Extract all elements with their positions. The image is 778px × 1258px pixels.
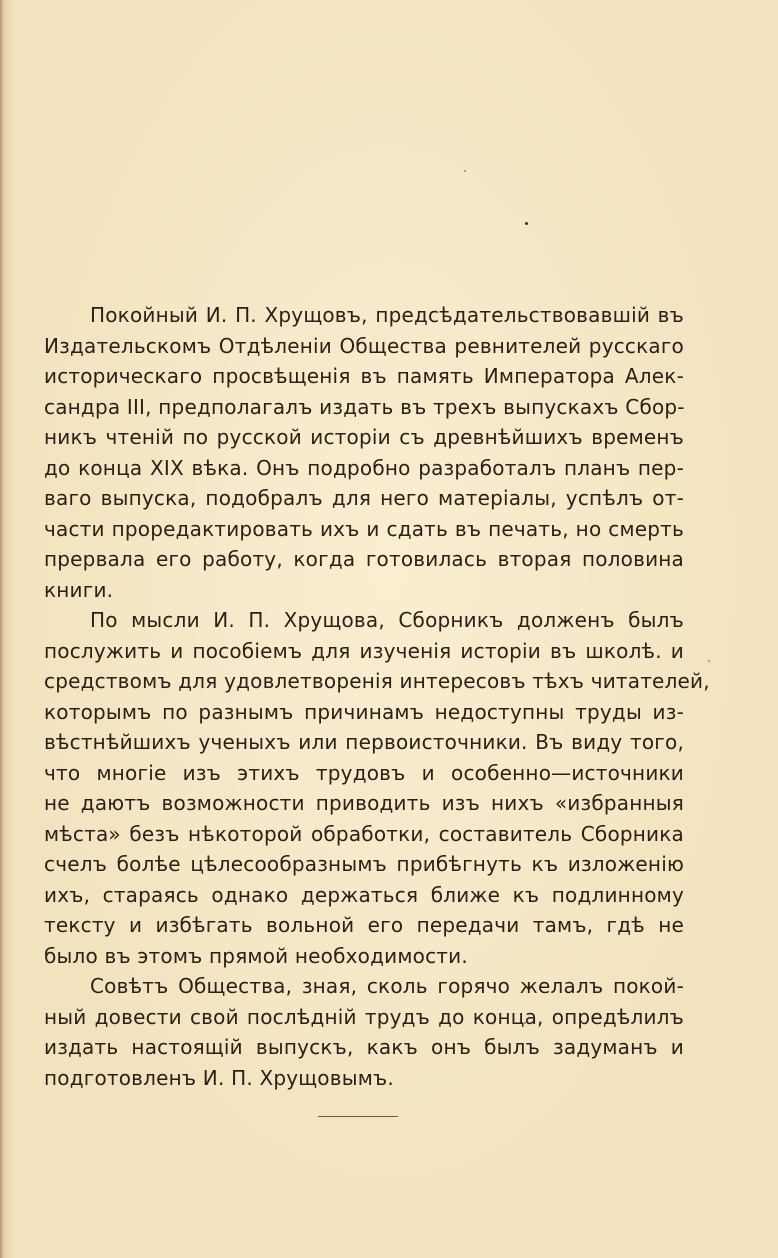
paragraph-1 — [44, 300, 684, 605]
text-line: части проредактировать ихъ и сдать въ печать, но смерть — [44, 516, 684, 541]
text-line: Совѣтъ Общества, зная, сколь горячо желалъ покой- — [90, 974, 684, 998]
ink-speck — [464, 170, 466, 172]
text-line: было въ этомъ прямой необходимости. — [44, 943, 468, 968]
text-line: тексту и избѣгать вольной его передачи тамъ, гдѣ не — [44, 913, 684, 937]
text-line: до конца XIX вѣка. Онъ подробно разработалъ планъ пер- — [44, 455, 684, 480]
text-line: книги. — [44, 577, 114, 602]
text-line: Покойный И. П. Хрущовъ, предсѣдательствовавшій въ — [90, 303, 684, 327]
text-line: средствомъ для удовлетворенія интересовъ тѣхъ читателей, — [44, 669, 710, 693]
text-line: Издательскомъ Отдѣленіи Общества ревнителей русскаго — [44, 333, 684, 358]
text-line: историческаго просвѣщенія въ память Императора Алек- — [44, 364, 684, 388]
text-line: прервала его работу, когда готовилась вторая половина — [44, 547, 684, 571]
paragraph-3 — [44, 971, 684, 1093]
closing-rule — [318, 1116, 398, 1117]
text-line: мѣста» безъ нѣкоторой обработки, составитель Сборника — [44, 821, 684, 846]
text-line: По мысли И. П. Хрущова, Сборникъ долженъ былъ — [90, 608, 684, 632]
text-line: ный довести свой послѣдній трудъ до конца, опредѣлилъ — [44, 1004, 684, 1029]
page-edge-shadow — [0, 0, 4, 1258]
text-line: послужить и пособіемъ для изученія исторіи въ школѣ. и — [44, 638, 684, 663]
text-line: подготовленъ И. П. Хрущовымъ. — [44, 1065, 394, 1090]
text-line: ихъ, стараясь однако держаться ближе къ подлинному — [44, 882, 684, 907]
text-line: вѣстнѣйшихъ ученыхъ или первоисточники. Въ виду того, — [44, 730, 684, 754]
paragraph-2 — [44, 605, 710, 971]
text-line: счелъ болѣе цѣлесообразнымъ прибѣгнуть къ изложенію — [44, 852, 684, 876]
ink-speck — [708, 660, 710, 662]
text-line: издать настоящій выпускъ, какъ онъ былъ задуманъ и — [44, 1035, 684, 1059]
text-line: не даютъ возможности приводить изъ нихъ «избранныя — [44, 791, 684, 815]
ink-speck — [525, 222, 528, 225]
body-text — [44, 300, 710, 1093]
text-line: которымъ по разнымъ причинамъ недоступны труды из- — [44, 699, 684, 724]
text-line: никъ чтеній по русской исторіи съ древнѣйшихъ временъ — [44, 425, 684, 449]
text-line: что многіе изъ этихъ трудовъ и особенно—источники — [44, 760, 684, 785]
text-line: ваго выпуска, подобралъ для него матеріалы, успѣлъ от- — [44, 486, 684, 510]
text-line: сандра III, предполагалъ издать въ трехъ выпускахъ Сбор- — [44, 394, 685, 419]
